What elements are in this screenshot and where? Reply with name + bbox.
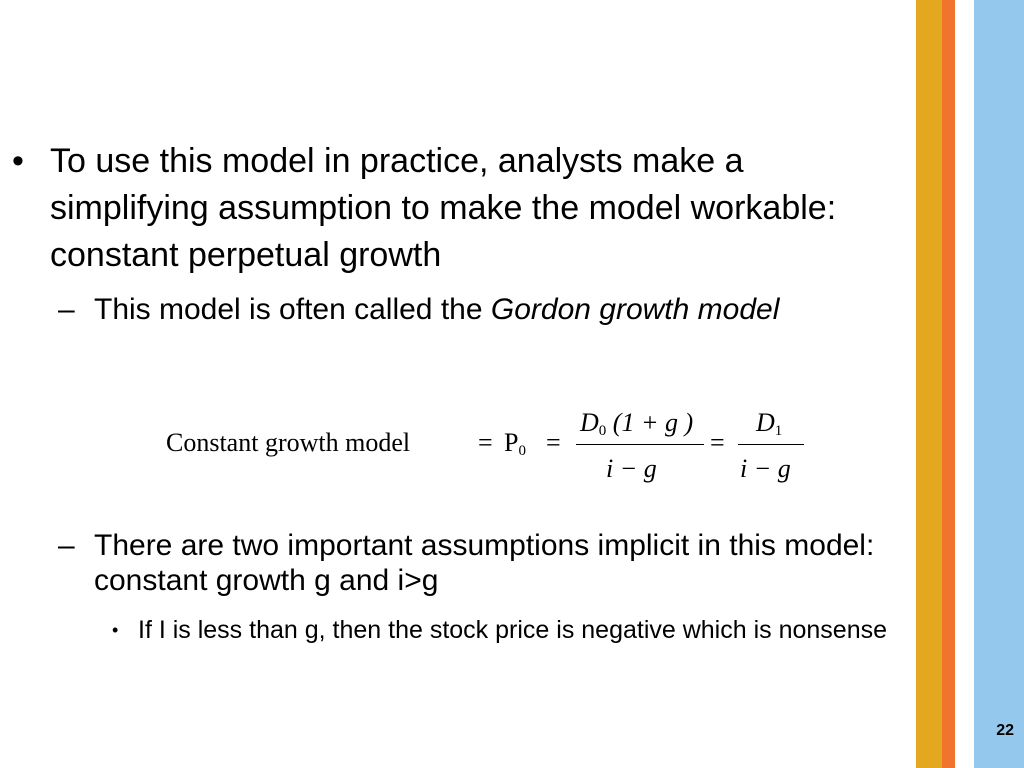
sub-bullet-gordon-text [94, 292, 878, 327]
formula-numerator-2: $D_1$ [756, 408, 783, 439]
decorative-stripe-orange [942, 0, 955, 768]
sub-bullet-gordon-italic: Gordon growth model [490, 293, 780, 326]
constant-growth-formula [166, 402, 816, 502]
decorative-stripe-gap [955, 0, 974, 768]
formula-equals-1: = [478, 428, 493, 457]
bullet-main-text: To use this model in practice, analysts make a simplifying assumption to make the model workable: constant perpetual growth [50, 142, 837, 274]
sub-bullet-assumptions [58, 528, 878, 598]
sub-sub-bullet-text: If I is less than g, then the stock price is negative which is nonsense [138, 616, 888, 644]
bullet-marker: • [112, 620, 119, 640]
decorative-stripe-blue [974, 0, 1024, 768]
fraction-bar-2 [738, 444, 804, 445]
bullet-marker: • [12, 142, 24, 180]
fraction-bar-1 [576, 444, 704, 445]
formula-label: Constant growth model [166, 428, 411, 457]
formula-equals-3: = [710, 428, 725, 457]
decorative-stripe-gold [916, 0, 942, 768]
sub-bullet-gordon [58, 292, 878, 327]
slide-page-number: 22 [996, 722, 1014, 739]
dash-marker: – [58, 529, 75, 562]
bullet-main [12, 138, 902, 279]
sub-bullet-assumptions-text: There are two important assumptions implicit in this model: constant growth g and i>g [94, 529, 875, 597]
formula-numerator-1: $D_0$ (1 + g ) [580, 408, 694, 439]
sub-bullet-gordon-prefix: This model is often called the [94, 293, 491, 326]
formula-equals-2: = [546, 428, 561, 457]
formula-denominator-1: i − g [606, 454, 657, 483]
sub-sub-bullet-nonsense [112, 614, 902, 647]
formula-lhs: $P_0$ [504, 428, 526, 459]
formula-denominator-2: i − g [740, 454, 791, 483]
dash-marker: – [58, 293, 75, 326]
